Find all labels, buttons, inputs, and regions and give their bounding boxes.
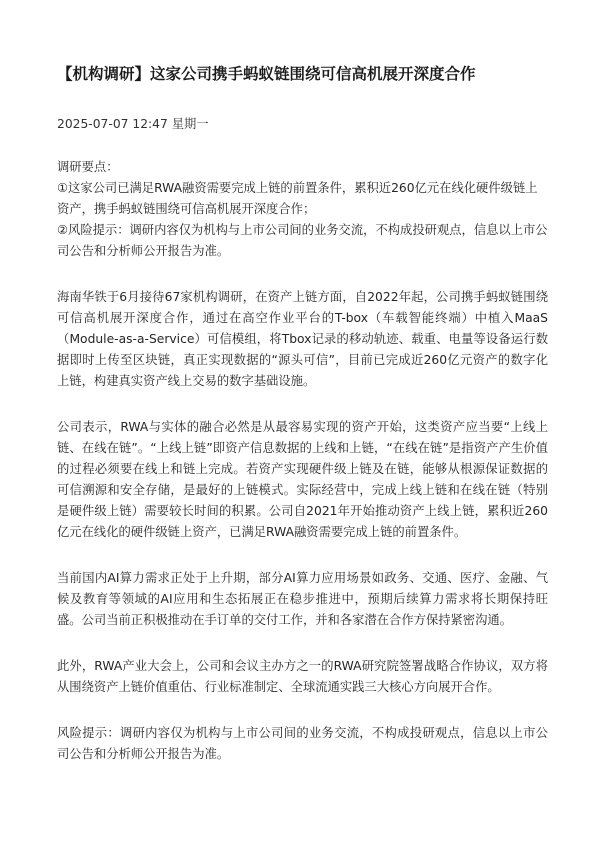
paragraph-3 [57,568,548,631]
article-title: 【机构调研】这家公司携手蚂蚁链围绕可信高机展开深度合作 [57,65,476,83]
paragraph-text: 当前国内AI算力需求正处于上升期，部分AI算力应用场景如政务、交通、医疗、金融、气候及教育等领域的AI应用和生态拓展正在稳步推进中，预期后续算力需求将长期保持旺盛。公司当前正积极推动在手订单的交付工作，并和各家潜在合作方保持紧密沟通。 [57,571,548,627]
risk-notice-text: 风险提示：调研内容仅为机构与上市公司间的业务交流，不构成投研观点，信息以上市公司公告和分析师公开报告为准。 [57,726,548,761]
summary-item-1: ①这家公司已满足RWA融资需要完成上链的前置条件，累积近260亿元在线化硬件级链上资产，携手蚂蚁链围绕可信高机展开深度合作； [57,181,538,216]
paragraph-1 [57,287,548,392]
paragraph-text: 海南华铁于6月接待67家机构调研，在资产上链方面，自2022年起，公司携手蚂蚁链围绕可信高机展开深度合作，通过在高空作业平台的T-box（车载智能终端）中植入MaaS（Module-as-a-Service）可信模组，将Tbox记录的移动轨迹、载重、电量等设备运行数据即时上传至区块链，真正实现数据的“源头可信”，目前已完成近260亿元资产的数字化上链，构建真实资产线上交易的数字基础设施。 [57,290,548,388]
paragraph-4 [57,656,548,698]
summary-section [57,157,548,262]
summary-heading: 调研要点： [57,160,119,174]
risk-notice [57,723,548,765]
summary-item-2: ②风险提示：调研内容仅为机构与上市公司间的业务交流，不构成投研观点，信息以上市公司公告和分析师公开报告为准。 [57,223,548,258]
paragraph-text: 公司表示，RWA与实体的融合必然是从最容易实现的资产开始，这类资产应当要“上线上链、在线在链”。“上线上链”即资产信息数据的上线和上链，“在线在链”是指资产产生价值的过程必须要在线上和链上完成。若资产实现硬件级上链及在链，能够从根源保证数据的可信溯源和安全存储，是最好的上链模式。实际经营中，完成上线上链和在线在链（特别是硬件级上链）需要较长时间的积累。公司自2021年开始推动资产上线上链，累积近260亿元在线化的硬件级链上资产，已满足RWA融资需要完成上链的前置条件。 [57,420,548,539]
article-datetime: 2025-07-07 12:47 星期一 [57,117,209,131]
paragraph-2 [57,417,548,543]
paragraph-text: 此外，RWA产业大会上，公司和会议主办方之一的RWA研究院签署战略合作协议，双方将从围绕资产上链价值重估、行业标准制定、全球流通实践三大核心方向展开合作。 [57,659,548,694]
